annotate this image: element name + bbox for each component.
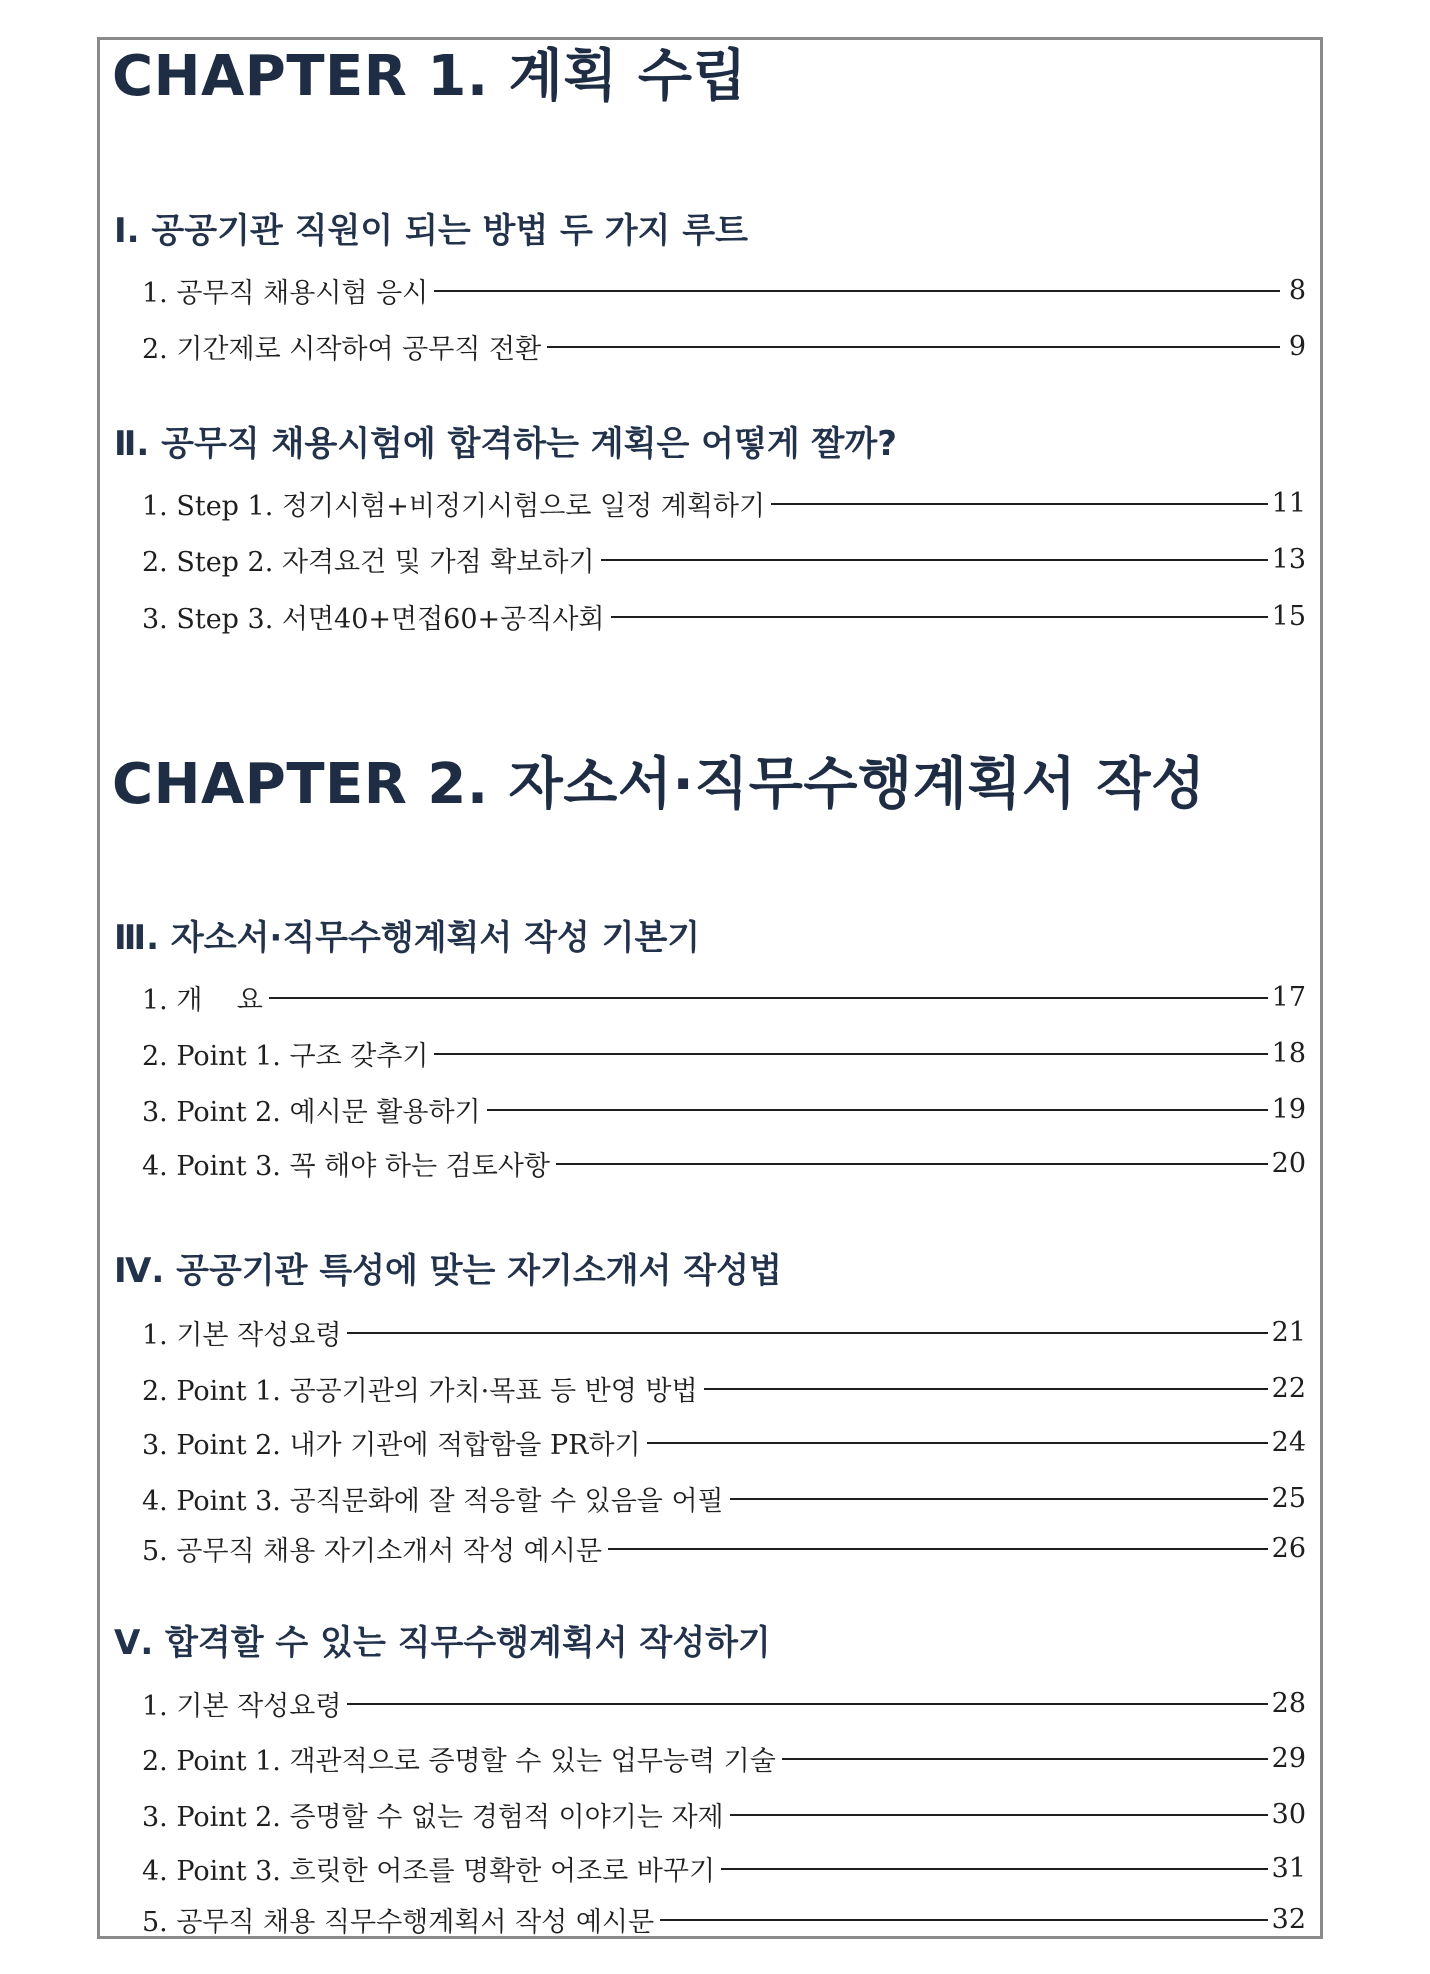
dot-leader xyxy=(608,1548,1268,1550)
toc-entry-label: 2. Point 1. 객관적으로 증명할 수 있는 업무능력 기술 xyxy=(142,1745,776,1777)
dot-leader xyxy=(547,346,1280,348)
dot-leader xyxy=(487,1109,1268,1111)
section-title: Ⅴ. 합격할 수 있는 직무수행계획서 작성하기 xyxy=(114,1623,771,1663)
toc-entry[interactable] xyxy=(142,483,1306,523)
dot-leader xyxy=(730,1814,1268,1816)
toc-entry-label: 5. 공무직 채용 직무수행계획서 작성 예시문 xyxy=(142,1906,655,1938)
dot-leader xyxy=(771,503,1268,505)
toc-entry-label: 3. Point 2. 증명할 수 없는 경험적 이야기는 자제 xyxy=(142,1801,724,1833)
page-number: 28 xyxy=(1271,1687,1306,1719)
toc-entry-label: 4. Point 3. 꼭 해야 하는 검토사항 xyxy=(142,1150,550,1182)
toc-entry[interactable] xyxy=(142,1683,1306,1723)
page-number: 20 xyxy=(1271,1147,1306,1179)
dot-leader xyxy=(434,1053,1267,1055)
page-number: 22 xyxy=(1271,1372,1306,1404)
page-number: 8 xyxy=(1288,274,1306,306)
toc-entry-label: 4. Point 3. 흐릿한 어조를 명확한 어조로 바꾸기 xyxy=(142,1855,716,1887)
toc-entry[interactable] xyxy=(142,1312,1306,1352)
page-number: 18 xyxy=(1271,1037,1306,1069)
toc-entry-label: 2. Point 1. 구조 갖추기 xyxy=(142,1040,429,1072)
chapter-title: CHAPTER 1. 계획 수립 xyxy=(112,44,748,109)
toc-entry[interactable] xyxy=(142,1899,1306,1939)
toc-entry-label: 3. Point 2. 예시문 활용하기 xyxy=(142,1096,481,1128)
page-number: 32 xyxy=(1271,1903,1306,1935)
toc-entry[interactable] xyxy=(142,1089,1306,1129)
page-number: 24 xyxy=(1271,1426,1306,1458)
dot-leader xyxy=(269,997,1268,999)
toc-entry[interactable] xyxy=(142,1794,1306,1834)
toc-entry[interactable] xyxy=(142,539,1306,579)
page-number: 11 xyxy=(1271,487,1306,519)
toc-entry[interactable] xyxy=(142,1422,1306,1462)
dot-leader xyxy=(782,1758,1268,1760)
toc-entry-label: 3. Point 2. 내가 기관에 적합함을 PR하기 xyxy=(142,1429,641,1461)
toc-entry-label: 1. 기본 작성요령 xyxy=(142,1690,342,1722)
page-number: 13 xyxy=(1271,543,1306,575)
toc-entry-label: 3. Step 3. 서면40+면접60+공직사회 xyxy=(142,603,605,635)
page-number: 31 xyxy=(1271,1852,1306,1884)
dot-leader xyxy=(660,1919,1268,1921)
dot-leader xyxy=(647,1442,1268,1444)
dot-leader xyxy=(730,1498,1268,1500)
toc-entry-label: 5. 공무직 채용 자기소개서 작성 예시문 xyxy=(142,1535,602,1567)
toc-entry-label: 1. 공무직 채용시험 응시 xyxy=(142,277,429,309)
dot-leader xyxy=(347,1703,1267,1705)
toc-entry-label: 2. Step 2. 자격요건 및 가점 확보하기 xyxy=(142,546,595,578)
toc-entry[interactable] xyxy=(142,1738,1306,1778)
toc-entry[interactable] xyxy=(142,1143,1306,1183)
page-number: 15 xyxy=(1271,600,1306,632)
dot-leader xyxy=(434,290,1280,292)
dot-leader xyxy=(721,1868,1268,1870)
dot-leader xyxy=(347,1332,1267,1334)
dot-leader xyxy=(601,559,1268,561)
section-title: Ⅰ. 공공기관 직원이 되는 방법 두 가지 루트 xyxy=(114,211,748,251)
page-number: 21 xyxy=(1271,1316,1306,1348)
page-number: 9 xyxy=(1288,330,1306,362)
toc-entry[interactable] xyxy=(142,596,1306,636)
section-title: Ⅳ. 공공기관 특성에 맞는 자기소개서 작성법 xyxy=(114,1251,782,1291)
page-number: 19 xyxy=(1271,1093,1306,1125)
chapter-title: CHAPTER 2. 자소서·직무수행계획서 작성 xyxy=(112,752,1206,817)
dot-leader xyxy=(704,1388,1268,1390)
section-title: Ⅲ. 자소서·직무수행계획서 작성 기본기 xyxy=(114,918,701,958)
toc-entry[interactable] xyxy=(142,1848,1306,1888)
toc-entry-label: 2. 기간제로 시작하여 공무직 전환 xyxy=(142,333,542,365)
toc-entry-label: 2. Point 1. 공공기관의 가치·목표 등 반영 방법 xyxy=(142,1375,698,1407)
page-number: 30 xyxy=(1271,1798,1306,1830)
dot-leader xyxy=(611,616,1268,618)
toc-entry-label: 1. 개 요 xyxy=(142,984,263,1016)
toc-entry[interactable] xyxy=(142,326,1306,366)
page-number: 17 xyxy=(1271,981,1306,1013)
toc-entry-label: 4. Point 3. 공직문화에 잘 적응할 수 있음을 어필 xyxy=(142,1485,724,1517)
toc-entry-label: 1. Step 1. 정기시험+비정기시험으로 일정 계획하기 xyxy=(142,490,766,522)
section-title: Ⅱ. 공무직 채용시험에 합격하는 계획은 어떻게 짤까? xyxy=(114,424,897,464)
toc-entry[interactable] xyxy=(142,270,1306,310)
dot-leader xyxy=(556,1163,1268,1165)
toc-entry-label: 1. 기본 작성요령 xyxy=(142,1319,342,1351)
page-number: 29 xyxy=(1271,1742,1306,1774)
toc-entry[interactable] xyxy=(142,977,1306,1017)
page-number: 26 xyxy=(1271,1532,1306,1564)
toc-entry[interactable] xyxy=(142,1368,1306,1408)
toc-entry[interactable] xyxy=(142,1478,1306,1518)
toc-entry[interactable] xyxy=(142,1033,1306,1073)
toc-entry[interactable] xyxy=(142,1528,1306,1568)
page-number: 25 xyxy=(1271,1482,1306,1514)
